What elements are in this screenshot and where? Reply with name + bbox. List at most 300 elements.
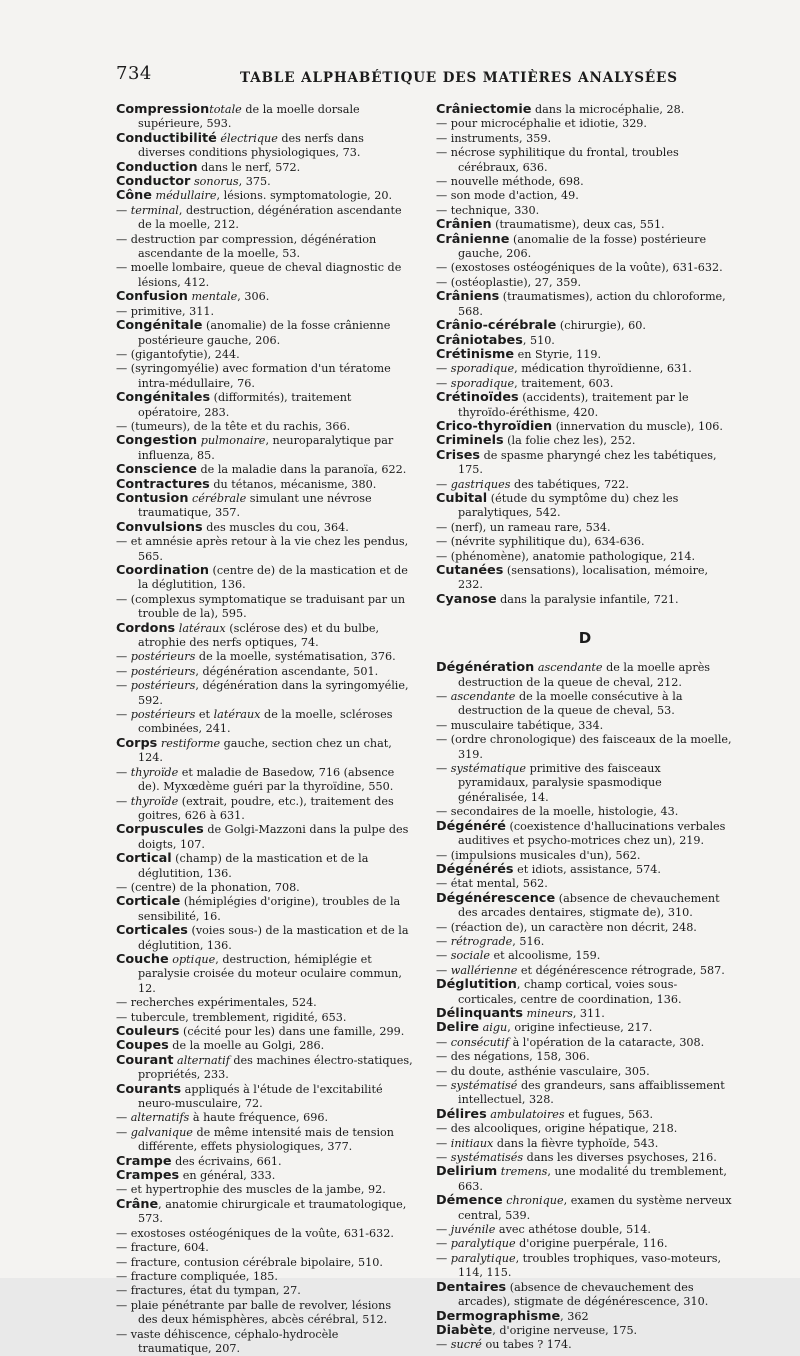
index-entry [436,719,734,733]
index-entry [436,690,734,719]
entry-text: des machines électro-statiques, propriétés, 233. [138,1053,417,1082]
entry-text-italic: postérieurs [130,708,196,722]
entry-headword: Crâniotabes [436,332,523,348]
entry-text-italic: paralytique [450,1251,516,1265]
entry-text: , lésions. symptomatologie, 20. [216,189,393,203]
index-entry [436,434,734,448]
entry-text: , champ cortical, voies sous-corticales, centre de coordination, 136. [458,978,682,1006]
index-entry [116,420,414,434]
entry-text: (sensations), localisation, mémoire, 232. [458,564,712,592]
entry-text: — [116,794,131,808]
index-entry [116,175,414,189]
index-entry [116,665,414,679]
index-entry [116,1039,414,1053]
entry-text: , médication thyroïdienne, 631. [514,362,692,376]
entry-headword: Crico-thyroïdien [436,418,553,434]
entry-text: (anomalie de la fosse) postérieure gauche, 206. [458,232,710,261]
entry-headword: Délires [436,1106,487,1122]
entry-text-italic: paralytique [450,1237,516,1251]
entry-text: de la moelle, systématisation, 376. [195,650,396,664]
index-entry [116,521,414,535]
entry-text: (absence de chevauchement des arcades), stigmate de dégénérescence, 310. [458,1280,709,1309]
entry-text: — (exostoses ostéogéniques de la voûte), 631-632. [436,261,723,275]
entry-headword: Cutanées [436,563,504,578]
entry-text: de la moelle après destruction de la queue de cheval, 212. [458,661,714,689]
entry-text-italic: médullaire [155,189,217,203]
entry-text: — [436,762,451,776]
entry-text: de la moelle consécutive à la destruction de la queue de cheval, 53. [458,690,687,718]
entry-text: et alcoolisme, 159. [489,949,601,963]
index-entry [116,189,414,203]
entry-text: dans les diverses psychoses, 216. [523,1151,717,1165]
index-entry [116,1083,414,1112]
entry-text: , anatomie chirurgicale et traumatologique, 573. [138,1197,410,1226]
entry-text: — nécrose syphilitique du frontal, troubles cérébraux, 636. [436,146,683,174]
entry-text-italic: initiaux [450,1136,494,1150]
index-entry [436,1338,734,1352]
index-entry [436,1021,734,1035]
entry-text-italic: ambulatoires [490,1107,565,1121]
index-entry [116,319,414,348]
entry-text-italic: tremens [500,1165,548,1179]
entry-text: des écrivains, 661. [171,1154,282,1168]
entry-headword: Cône [116,188,152,204]
entry-text-italic: mentale [191,290,238,304]
entry-text-italic: chronique [506,1194,564,1208]
entry-text: simulant une névrose traumatique, 357. [138,491,376,520]
index-entry [436,1324,734,1338]
index-entry [436,117,734,131]
index-entry [436,1050,734,1064]
entry-text: — [436,934,451,948]
entry-headword: Conductibilité [116,130,217,146]
index-entry [116,622,414,651]
entry-text: — (complexus symptomatique se traduisant par un trouble de la), 595. [116,592,409,621]
entry-headword: Couleurs [116,1024,180,1039]
entry-text-italic: latéraux [178,621,226,635]
entry-text: ou tabes ? 174. [481,1338,572,1352]
entry-text-italic: systématisés [450,1151,524,1165]
entry-headword: Crâniectomie [436,102,532,117]
index-entry [436,334,734,348]
entry-headword: Courants [116,1081,182,1097]
index-entry [116,708,414,737]
entry-text: de spasme pharyngé chez les tabétiques, 175. [458,448,721,477]
entry-text: (absence de chevauchement des arcades dentaires, stigmate de), 310. [458,891,724,920]
index-entry [116,852,414,881]
entry-text: — fracture, contusion cérébrale bipolaire, 510. [116,1255,383,1269]
entry-text: , dégénération ascendante, 501. [195,664,379,678]
index-entry [436,805,734,819]
index-entry [436,964,734,978]
entry-headword: Conscience [116,462,197,478]
entry-text-italic: galvanique [130,1125,193,1139]
entry-text-italic: thyroïde [130,794,179,808]
index-column-right [436,103,734,1353]
entry-text: , dégénération dans la syringomyélie, 592. [138,679,413,707]
entry-text: — [436,1223,451,1237]
entry-text-italic: pulmonaire [200,434,266,448]
entry-text: — primitive, 311. [116,304,215,318]
entry-text: (traumatismes), action du chloroforme, 568. [458,290,730,318]
index-entry [116,895,414,924]
entry-text: , destruction, hémiplégie et paralysie croisée du moteur oculaire commun, 12. [138,952,406,995]
index-entry [436,1065,734,1079]
entry-text: dans la paralysie infantile, 721. [496,592,679,606]
entry-text: de même intensité mais de tension différente, effets physiologiques, 377. [138,1125,398,1154]
entry-text: — [436,1237,451,1251]
entry-text: en général, 333. [179,1169,276,1183]
entry-text: (difformités), traitement opératoire, 283. [138,391,355,419]
entry-text: primitive des faisceaux pyramidaux, paralysie spasmodique généralisée, 14. [458,762,666,804]
index-column-left [116,102,417,1356]
entry-text: — [436,362,451,376]
index-entry [436,449,734,478]
entry-text: — et hypertrophie des muscles de la jambe, 92. [116,1183,386,1197]
index-entry [436,103,734,117]
entry-text-italic: totale [209,103,242,116]
index-entry [436,863,734,877]
entry-text: — plaie pénétrante par balle de revolver, lésions des deux hémisphères, abcès cérébral, 512. [116,1298,395,1327]
entry-text: des grandeurs, sans affaiblissement intellectuel, 328. [458,1079,729,1107]
index-entry [436,175,734,189]
entry-text: , destruction, dégénération ascendante de la moelle, 212. [138,203,406,232]
entry-text-italic: postérieurs [130,679,196,693]
index-entry [436,1036,734,1050]
index-entry [436,535,734,549]
entry-headword: Congénitale [116,318,203,334]
index-entry [436,733,734,762]
entry-text: — fracture compliquée, 185. [116,1269,278,1283]
entry-text: , 375. [238,175,271,189]
entry-text-italic: thyroïde [130,765,179,779]
index-entry [116,535,414,564]
entry-text: — (phénomène), anatomie pathologique, 214. [436,549,696,563]
entry-text: — (nerf), un rameau rare, 534. [436,520,611,534]
entry-headword: Diabète [436,1322,493,1338]
entry-headword: Cordons [116,620,176,636]
index-entry [116,953,414,996]
index-entry [116,924,414,953]
entry-headword: Couche [116,951,169,967]
index-entry [116,362,414,391]
entry-text: avec athétose double, 514. [495,1223,651,1237]
index-entry [436,1137,734,1151]
index-entry [436,377,734,391]
entry-text: des nerfs dans diverses conditions physiologiques, 73. [138,131,368,160]
entry-text: (champ) de la mastication et de la déglutition, 136. [138,852,372,880]
entry-text: (étude du symptôme du) chez les paralytiques, 542. [458,491,682,520]
entry-headword: Dégénération [436,660,535,676]
index-entry [436,319,734,333]
entry-text: — (tumeurs), de la tête et du rachis, 366. [116,419,351,433]
entry-text: — [116,1111,131,1125]
entry-text-italic: systématisé [450,1079,518,1092]
index-entry [436,892,734,921]
entry-text: — [436,1035,451,1049]
entry-text: — (impulsions musicales d'un), 562. [436,848,641,862]
index-entry [116,1155,414,1169]
entry-text: (innervation du muscle), 106. [552,419,723,433]
index-entry [436,1108,734,1122]
index-entry [436,978,734,1007]
entry-text: , examen du système nerveux central, 539. [458,1194,736,1222]
entry-text-italic: postérieurs [130,650,196,664]
entry-text: — [116,664,131,678]
index-entry [116,261,414,290]
entry-text: — [436,376,451,390]
entry-headword: Dégénéré [436,818,506,834]
entry-text-italic: sporadique [450,362,515,376]
entry-text-italic: sonorus [193,175,239,189]
index-entry [116,1052,417,1083]
entry-text-italic: électrique [220,131,278,145]
entry-headword: Crâne [116,1196,159,1212]
entry-headword: Crises [436,447,481,463]
index-entry [116,233,414,262]
index-entry [116,766,414,795]
index-entry [436,362,734,376]
index-entry [436,564,734,593]
entry-text: (chirurgie), 60. [556,319,646,333]
entry-text-italic: latéraux [213,708,261,722]
index-entry [436,521,734,535]
index-entry [436,762,734,805]
entry-headword: Contractures [116,476,210,492]
entry-text: — et amnésie après retour à la vie chez les pendus, 565. [116,535,412,563]
index-entry [436,593,734,607]
index-entry [436,935,734,949]
entry-text: — [436,1079,451,1092]
entry-text: et fugues, 563. [564,1107,653,1121]
entry-headword: Corticale [116,894,181,910]
entry-headword: Compression [116,102,210,117]
index-entry [436,1007,734,1021]
entry-text: — (réaction de), un caractère non décrit, 248. [436,920,697,934]
index-entry [436,1237,734,1251]
entry-text: (cécité pour les) dans une famille, 299. [179,1025,405,1038]
entry-text: dans le nerf, 572. [197,160,301,174]
index-entry [436,661,734,690]
index-entry [116,1256,414,1270]
index-entry [436,1223,734,1237]
entry-text: — son mode d'action, 49. [436,189,579,203]
entry-text: — exostoses ostéogéniques de la voûte, 631-632. [116,1226,394,1240]
index-entry [116,1126,414,1155]
entry-text: — (syringomyélie) avec formation d'un tératome intra-médullaire, 76. [116,362,395,390]
entry-text: — (ordre chronologique) des faisceaux de la moelle, 319. [436,733,736,761]
entry-headword: Delire [436,1020,480,1036]
entry-text: de la maladie dans la paranoïa, 622. [196,463,407,477]
entry-headword: Conductor [116,174,191,190]
entry-text: — (névrite syphilitique du), 634-636. [436,535,645,549]
entry-text: , traitement, 603. [514,376,614,390]
index-entry [116,1111,414,1125]
index-entry [436,820,734,849]
index-entry [116,881,414,895]
index-entry [436,1122,734,1136]
entry-text: — [116,203,131,217]
index-entry [116,564,414,593]
entry-text: , origine infectieuse, 217. [507,1021,653,1035]
entry-headword: Congénitales [116,390,211,406]
index-entry [116,1284,414,1298]
entry-text: — destruction par compression, dégénération ascendante de la moelle, 53. [116,232,380,261]
entry-text: , troubles trophiques, vaso-moteurs, 114, 115. [458,1251,725,1280]
entry-text-italic: sociale [450,949,490,963]
entry-text: — (gigantofytie), 244. [116,347,240,361]
entry-text: — nouvelle méthode, 698. [436,175,584,189]
index-entry [116,305,414,319]
entry-headword: Dentaires [436,1279,507,1295]
index-entry [116,290,414,304]
entry-text: (sclérose des) et du bulbe, atrophie des nerfs optiques, 74. [138,621,383,650]
entry-text: (traumatisme), deux cas, 551. [491,218,665,232]
entry-text: — [116,765,131,779]
index-entry [436,204,734,218]
entry-text: — des alcooliques, origine hépatique, 218. [436,1122,678,1136]
entry-headword: Crétinoïdes [436,390,519,406]
entry-headword: Dégénérés [436,861,514,877]
entry-text-italic: consécutif [450,1035,510,1049]
entry-text: — (centre) de la phonation, 708. [116,880,300,894]
entry-headword: Crampes [116,1168,180,1184]
entry-text: (la folie chez les), 252. [503,434,636,448]
entry-text: de la moelle, scléroses combinées, 241. [138,708,397,736]
index-entry [116,1198,414,1227]
entry-text: des tabétiques, 722. [510,477,629,491]
entry-headword: Congestion [116,433,198,449]
entry-text: appliqués à l'étude de l'excitabilité neuro-musculaire, 72. [138,1082,387,1111]
index-entry [436,420,734,434]
index-entry [116,463,414,477]
index-entry [436,1079,734,1108]
index-entry [436,276,734,290]
index-entry [436,877,734,891]
index-entry [116,391,414,420]
entry-text: — moelle lombaire, queue de cheval diagnostic de lésions, 412. [116,261,405,289]
entry-headword: Delirium [436,1164,498,1180]
entry-headword: Crânienne [436,231,510,247]
index-entry [116,593,414,622]
entry-text: — [436,1136,451,1150]
entry-text-italic: sporadique [450,376,515,390]
entry-text: — secondaires de la moelle, histologie, 43. [436,805,679,819]
entry-text-italic: ascendante [537,661,603,675]
entry-text: et maladie de Basedow, 716 (absence de). Myxœdème guéri par la thyroïdine, 550. [138,765,398,794]
index-entry [116,348,414,362]
index-entry [436,1151,734,1165]
index-entry [436,492,734,521]
entry-headword: Déglutition [436,977,517,993]
index-entry [436,189,734,203]
entry-text: (anomalie) de la fosse crânienne postérieure gauche, 206. [138,319,394,347]
entry-text: — [436,477,451,491]
entry-text: , 362 [560,1309,589,1323]
index-entry [436,146,734,175]
entry-text: de Golgi-Mazzoni dans la pulpe des doigts, 107. [138,823,412,851]
entry-text: des muscles du cou, 364. [202,520,349,534]
index-entry [436,949,734,963]
entry-text: — [436,690,451,704]
index-entry [116,795,414,824]
entry-text: (coexistence d'hallucinations verbales auditives et psycho-motrices chez un), 219. [458,819,729,848]
entry-headword: Crampe [116,1153,172,1169]
entry-text: — du doute, asthénie vasculaire, 305. [436,1064,650,1078]
entry-text: , d'origine nerveuse, 175. [492,1323,638,1337]
entry-headword: Corpuscules [116,822,204,838]
entry-text: — instruments, 359. [436,131,552,145]
section-letter: D [578,629,592,648]
entry-text-italic: optique [172,952,216,966]
entry-text: — recherches expérimentales, 524. [116,996,317,1010]
entry-text: de la moelle au Golgi, 286. [168,1039,325,1053]
index-entry [116,1025,414,1039]
index-entry [116,996,414,1010]
entry-text: — [116,708,131,722]
entry-headword: Conduction [116,159,198,175]
index-entry [116,478,414,492]
index-entry [116,1241,414,1255]
entry-text: (hémiplégies d'origine), troubles de la sensibilité, 16. [138,895,404,923]
index-entry [116,679,414,708]
index-entry [116,132,414,161]
entry-text: (centre de) de la mastication et de la déglutition, 136. [138,564,412,592]
entry-headword: Cubital [436,490,488,506]
index-entry [116,1299,414,1328]
entry-text: — [436,1338,451,1352]
entry-text: — [116,650,131,664]
entry-text: et [195,708,214,722]
entry-headword: Cyanose [436,591,497,607]
index-entry [116,161,414,175]
entry-text: à l'opération de la cataracte, 308. [509,1035,705,1049]
entry-headword: Contusion [116,490,189,506]
entry-text: — [116,679,131,693]
index-entry [436,849,734,863]
entry-text: dans la fièvre typhoïde, 543. [493,1136,659,1150]
entry-text-italic: alternatifs [130,1111,190,1125]
entry-text: — pour microcéphalie et idiotie, 329. [436,117,647,131]
entry-headword: Démence [436,1193,503,1209]
entry-text: du tétanos, mécanisme, 380. [209,477,377,491]
index-entry [116,823,414,852]
index-entry [436,290,734,319]
index-entry [116,1183,414,1197]
index-entry [436,348,734,362]
entry-text: — état mental, 562. [436,877,548,891]
entry-text-italic: alternatif [177,1053,230,1067]
entry-headword: Dégénérescence [436,890,556,906]
entry-text: de la moelle dorsale supérieure, 593. [138,103,364,131]
index-entry [436,1165,734,1194]
entry-text: , 306. [237,290,270,304]
entry-text: — tubercule, tremblement, rigidité, 653. [116,1010,347,1024]
entry-text: — (ostéoplastie), 27, 359. [436,275,582,289]
entry-text: , une modalité du tremblement, 663. [458,1165,731,1193]
entry-text: à haute fréquence, 696. [189,1111,329,1125]
entry-text-italic: gastriques [450,477,511,491]
entry-text: — technique, 330. [436,203,540,217]
entry-headword: Délinquants [436,1005,523,1021]
index-entry [116,1169,414,1183]
entry-text: en Styrie, 119. [514,347,602,361]
entry-text: — fractures, état du tympan, 27. [116,1284,301,1298]
entry-text-italic: juvénile [450,1223,496,1237]
entry-text: d'origine puerpérale, 116. [515,1237,668,1251]
entry-text-italic: sucré [450,1338,482,1352]
index-entry [116,492,414,521]
